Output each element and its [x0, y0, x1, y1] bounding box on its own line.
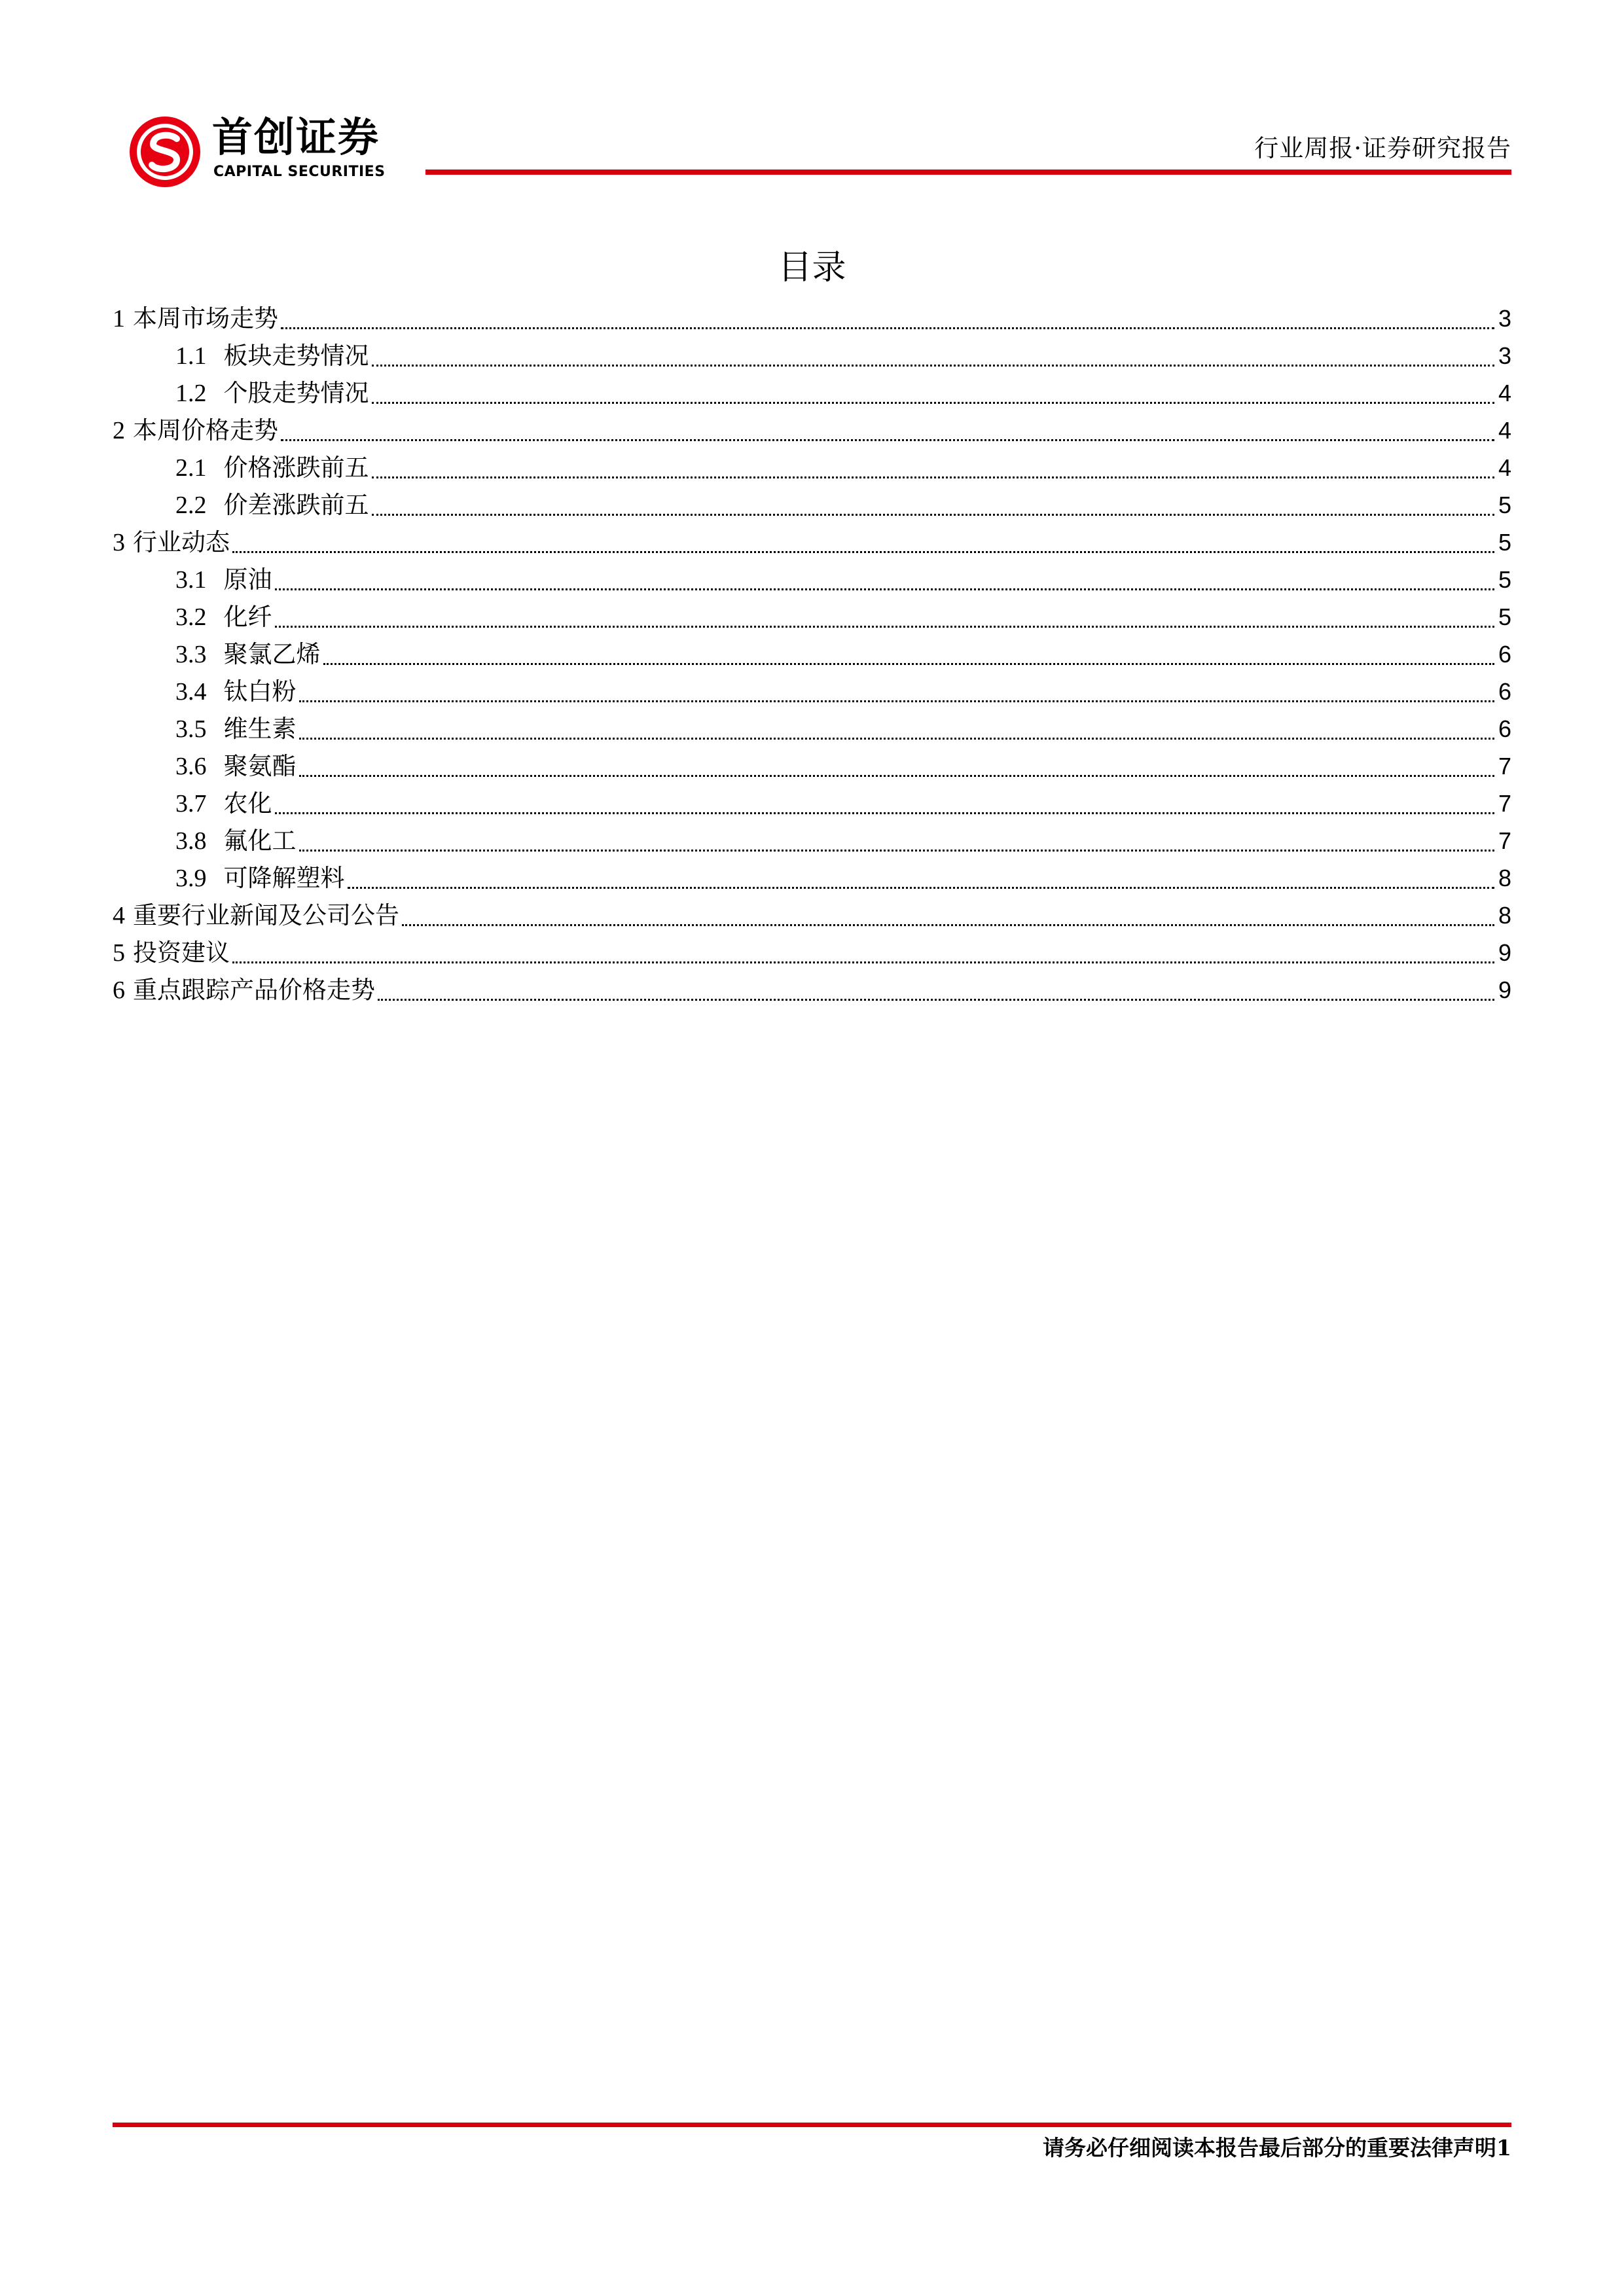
toc-entry-title: 本周价格走势	[133, 416, 278, 444]
toc-entry-title: 维生素	[223, 715, 297, 743]
toc-entry-title: 重要行业新闻及公司公告	[133, 901, 399, 929]
toc-entry[interactable]	[113, 969, 1511, 1007]
toc-entry-title: 化纤	[223, 603, 272, 631]
toc-entry-number: 3.9	[175, 865, 207, 892]
toc-entry-number: 3.5	[175, 715, 207, 743]
toc-entry-number: 2.2	[175, 492, 207, 519]
toc-entry[interactable]	[113, 745, 1511, 783]
toc-dot-leader	[275, 588, 1495, 590]
toc-entry-page: 6	[1498, 678, 1511, 705]
toc-dot-leader	[299, 738, 1495, 740]
toc-entry-page: 5	[1498, 566, 1511, 593]
toc-entry-page: 3	[1498, 305, 1511, 332]
toc-dot-leader	[372, 365, 1495, 367]
toc-entry-title: 可降解塑料	[223, 864, 345, 892]
footer-divider	[113, 2123, 1511, 2127]
toc-dot-leader	[232, 961, 1494, 963]
toc-entry-title: 投资建议	[133, 939, 230, 967]
toc-entry-number: 4	[113, 902, 125, 929]
toc-entry-title: 本周市场走势	[133, 304, 278, 332]
toc-entry-number: 3.2	[175, 603, 207, 631]
logo-name-cn: 首创证券	[212, 113, 380, 161]
toc-entry-page: 5	[1498, 529, 1511, 556]
company-logo	[128, 113, 442, 185]
toc-entry-number: 1.2	[175, 380, 207, 407]
toc-entry[interactable]	[113, 335, 1511, 372]
toc-dot-leader	[232, 551, 1494, 553]
toc-entry-number: 3.3	[175, 641, 207, 668]
toc-entry-page: 8	[1498, 902, 1511, 929]
toc-entry-page: 6	[1498, 641, 1511, 668]
toc-entry[interactable]	[113, 783, 1511, 820]
toc-entry-title: 个股走势情况	[223, 379, 369, 407]
toc-dot-leader	[275, 626, 1495, 628]
toc-dot-leader	[299, 700, 1495, 702]
toc-entry-number: 3	[113, 529, 125, 556]
toc-entry[interactable]	[113, 447, 1511, 484]
toc-entry-number: 1	[113, 305, 125, 332]
toc-entry-title: 聚氨酯	[223, 752, 297, 780]
toc-dot-leader	[275, 812, 1495, 814]
toc-entry-title: 重点跟踪产品价格走势	[133, 976, 375, 1004]
toc-entry-title: 行业动态	[133, 528, 230, 556]
footer	[1043, 2132, 1511, 2164]
toc-entry-title: 聚氯乙烯	[223, 640, 321, 668]
toc-dot-leader	[299, 775, 1495, 777]
logo-name-en: CAPITAL SECURITIES	[213, 164, 386, 180]
toc-dot-leader	[372, 514, 1495, 516]
toc-entry-title: 钛白粉	[223, 677, 297, 706]
toc-entry-title: 农化	[223, 789, 272, 817]
toc-entry-number: 5	[113, 939, 125, 967]
toc-dot-leader	[402, 924, 1494, 926]
toc-entry[interactable]	[113, 708, 1511, 745]
toc-entry[interactable]	[113, 634, 1511, 671]
toc-entry[interactable]	[113, 932, 1511, 969]
page-number: 1	[1496, 2135, 1511, 2161]
header-divider	[425, 170, 1511, 175]
toc-dot-leader	[378, 999, 1494, 1001]
toc-entry-page: 7	[1498, 790, 1511, 817]
toc-entry-page: 4	[1498, 454, 1511, 481]
toc-entry[interactable]	[113, 298, 1511, 335]
toc-dot-leader	[372, 402, 1495, 404]
toc-entry-number: 1.1	[175, 342, 207, 370]
toc-title: 目录	[778, 248, 846, 287]
toc-dot-leader	[323, 663, 1495, 665]
toc-entry[interactable]	[113, 559, 1511, 596]
toc-dot-leader	[299, 850, 1495, 852]
toc-entry-number: 3.7	[175, 790, 207, 817]
toc-entry-number: 3.4	[175, 678, 207, 706]
toc-dot-leader	[348, 887, 1495, 889]
toc-entry-number: 3.1	[175, 566, 207, 594]
toc-entry-page: 9	[1498, 977, 1511, 1003]
footer-disclaimer: 请务必仔细阅读本报告最后部分的重要法律声明	[1043, 2135, 1497, 2161]
toc-entry-number: 2	[113, 417, 125, 444]
toc-entry-page: 6	[1498, 715, 1511, 742]
capital-securities-logo-icon	[128, 115, 202, 188]
toc-entry-page: 5	[1498, 492, 1511, 518]
toc-entry-page: 9	[1498, 939, 1511, 966]
toc-entry[interactable]	[113, 596, 1511, 634]
toc-entry-title: 价格涨跌前五	[223, 454, 369, 482]
report-type-label: 行业周报·证券研究报告	[1254, 134, 1511, 162]
toc-dot-leader	[281, 327, 1494, 329]
toc-entry-number: 3.8	[175, 827, 207, 855]
toc-entry-page: 5	[1498, 603, 1511, 630]
toc-entry[interactable]	[113, 372, 1511, 410]
toc-entry-page: 7	[1498, 827, 1511, 854]
toc-entry-page: 4	[1498, 380, 1511, 406]
toc-entry[interactable]	[113, 895, 1511, 932]
toc-entry-number: 2.1	[175, 454, 207, 482]
toc-entry[interactable]	[113, 484, 1511, 522]
table-of-contents	[113, 298, 1511, 1007]
toc-entry[interactable]	[113, 671, 1511, 708]
toc-entry-page: 3	[1498, 342, 1511, 369]
toc-entry-title: 氟化工	[223, 827, 297, 855]
toc-dot-leader	[372, 476, 1495, 478]
toc-entry-title: 原油	[223, 565, 272, 594]
toc-entry[interactable]	[113, 522, 1511, 559]
toc-entry[interactable]	[113, 857, 1511, 895]
toc-entry-page: 7	[1498, 753, 1511, 780]
toc-entry-title: 板块走势情况	[223, 342, 369, 370]
toc-entry-title: 价差涨跌前五	[223, 491, 369, 519]
toc-entry-number: 6	[113, 977, 125, 1004]
toc-entry-page: 4	[1498, 417, 1511, 444]
toc-entry[interactable]	[113, 820, 1511, 857]
toc-entry-number: 3.6	[175, 753, 207, 780]
toc-dot-leader	[281, 439, 1494, 441]
toc-entry[interactable]	[113, 410, 1511, 447]
toc-entry-page: 8	[1498, 865, 1511, 891]
